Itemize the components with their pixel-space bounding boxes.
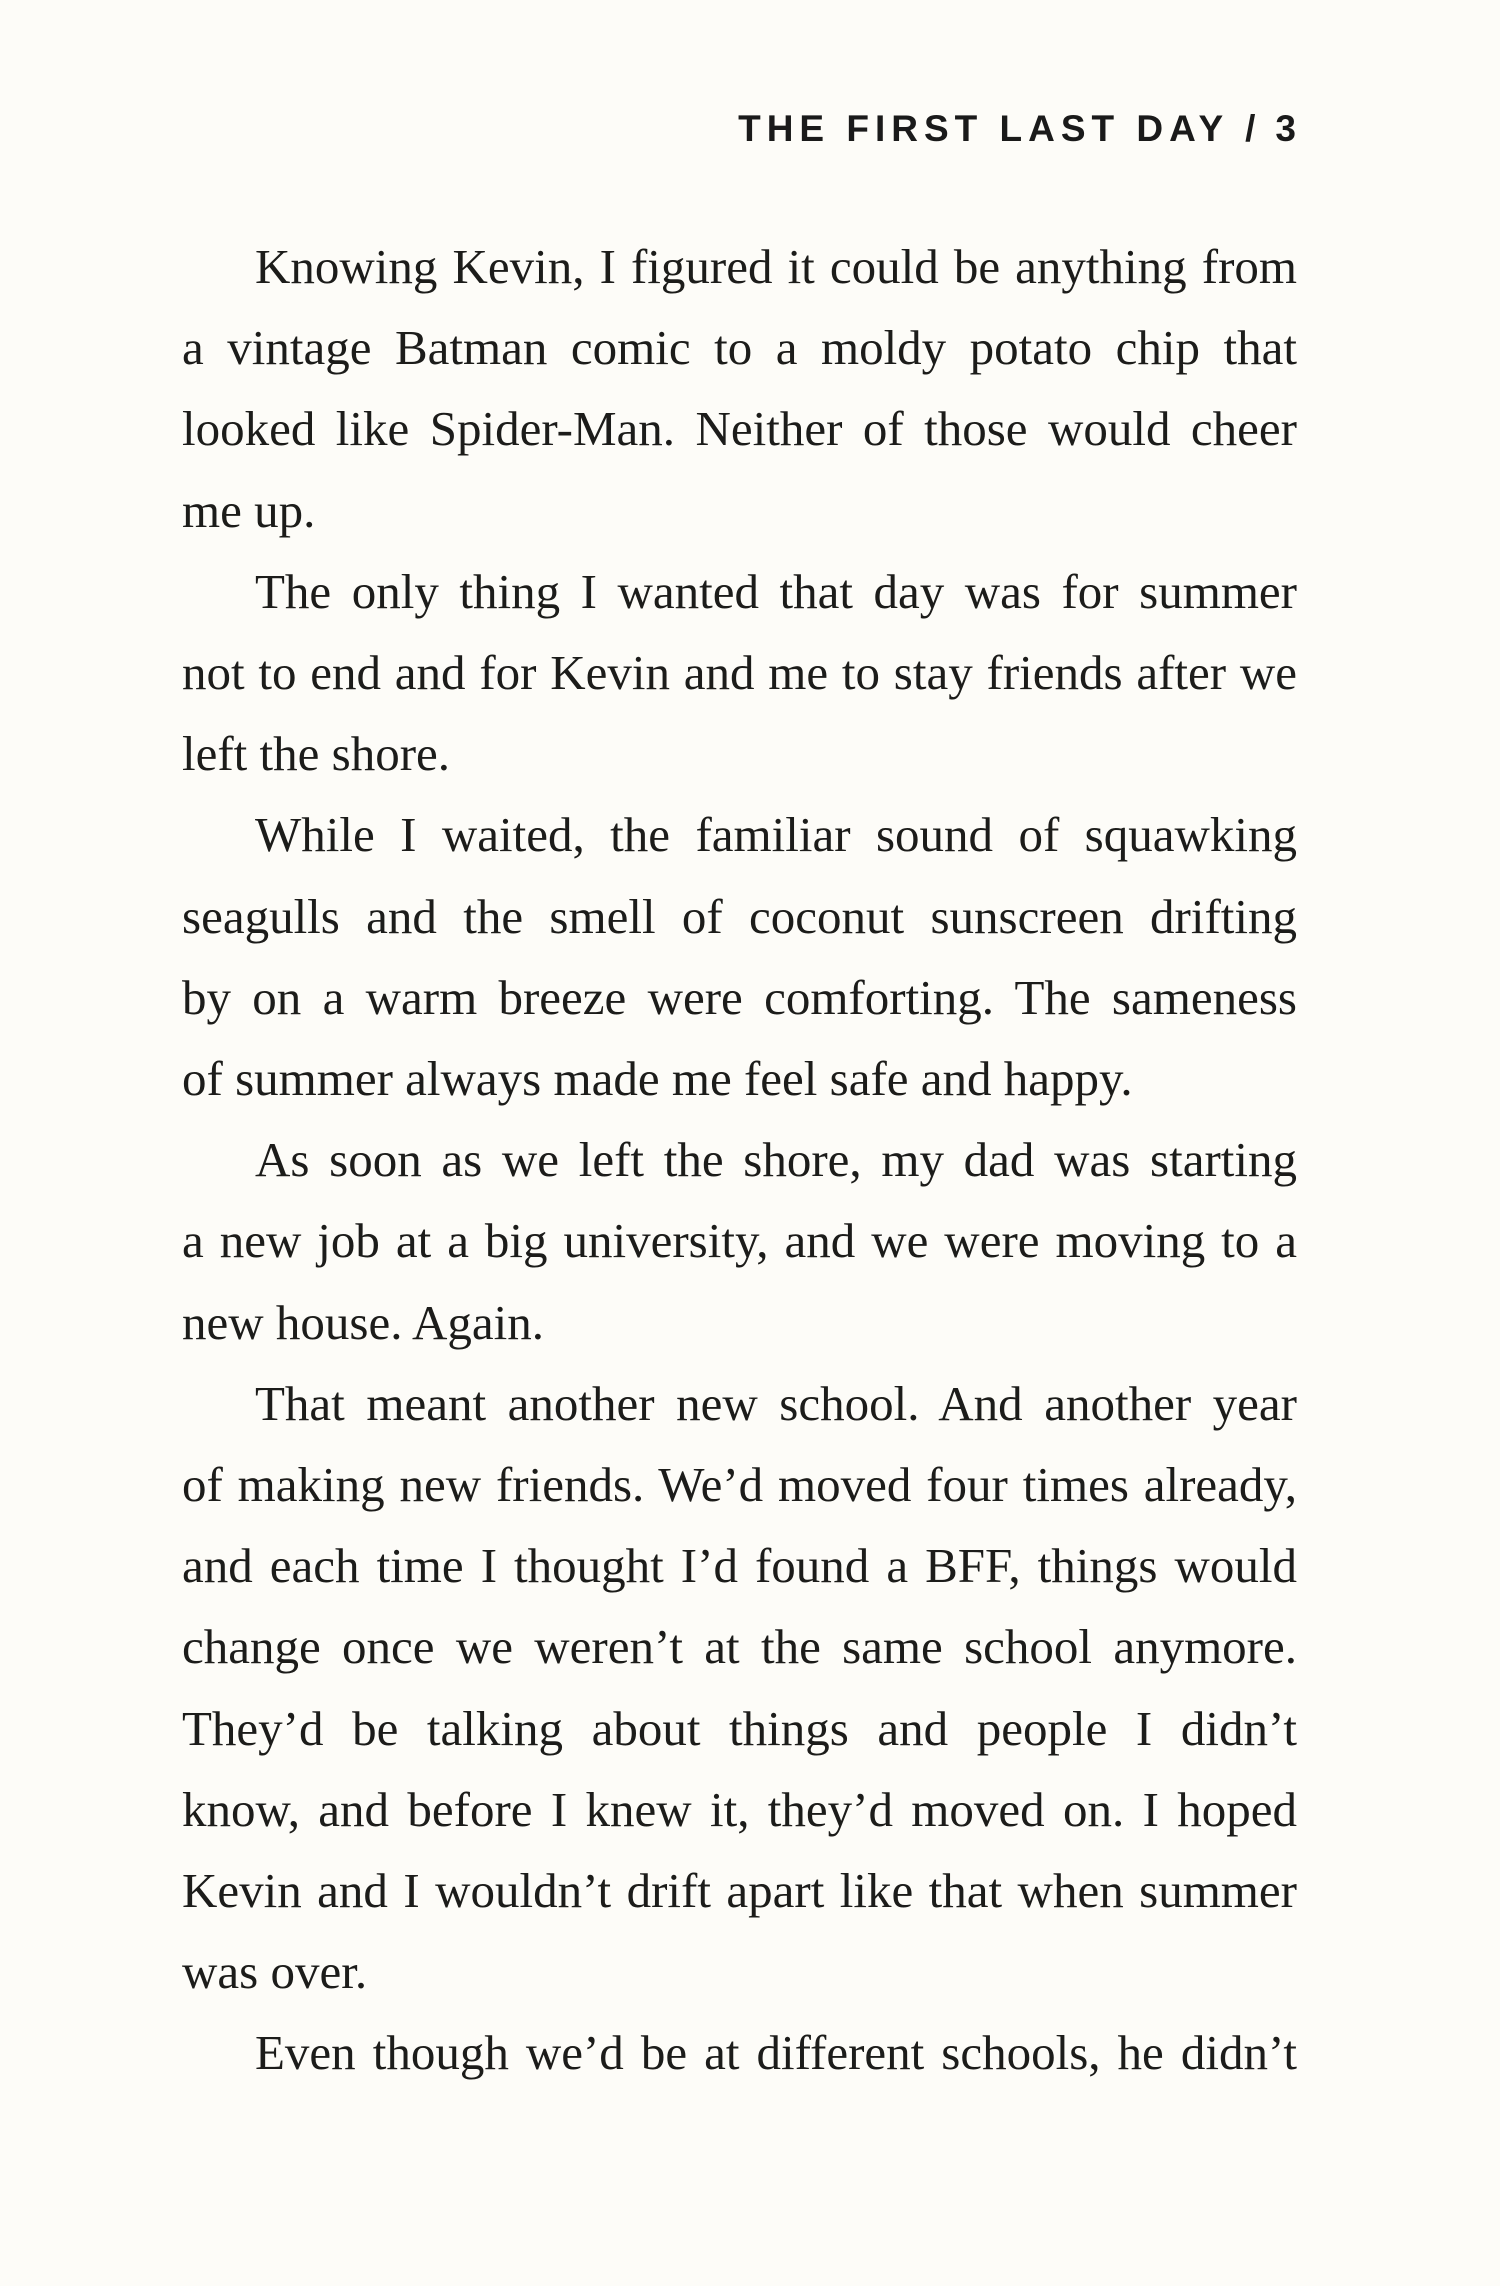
text-line: new house. Again. [182, 1294, 544, 1350]
text-line: They’d be talking about things and people I didn’t [182, 1700, 1297, 1756]
text-line: was over. [182, 1944, 368, 2000]
paragraph [182, 2012, 1297, 2093]
book-title: THE FIRST LAST DAY [738, 108, 1230, 149]
text-line: looked like Spider-Man. Neither of those would cheer [182, 401, 1297, 457]
text-line: Even though we’d be at different schools, he didn’t [255, 2025, 1297, 2081]
text-line: not to end and for Kevin and me to stay friends after we [182, 645, 1297, 701]
paragraph [182, 794, 1297, 1119]
text-line: Knowing Kevin, I figured it could be anything from [255, 239, 1297, 294]
text-line: While I waited, the familiar sound of squawking [255, 807, 1297, 863]
text-line: That meant another new school. And another year [255, 1375, 1297, 1431]
text-line: seagulls and the smell of coconut sunscreen drifting [182, 888, 1297, 944]
text-line: me up. [182, 482, 316, 538]
header-separator: / [1245, 108, 1262, 149]
text-line: left the shore. [182, 726, 451, 782]
body-text [182, 226, 1297, 2094]
text-line: a new job at a big university, and we were moving to a [182, 1213, 1297, 1269]
text-line: of making new friends. We’d moved four times already, [182, 1457, 1297, 1513]
text-line: of summer always made me feel safe and happy. [182, 1051, 1133, 1107]
text-line: by on a warm breeze were comforting. The sameness [182, 969, 1297, 1025]
text-line: change once we weren’t at the same school anymore. [182, 1619, 1297, 1675]
paragraph [182, 1363, 1297, 2013]
text-line: The only thing I wanted that day was for summer [255, 563, 1297, 619]
running-header [738, 108, 1302, 150]
text-line: and each time I thought I’d found a BFF, things would [182, 1538, 1297, 1594]
text-line: a vintage Batman comic to a moldy potato chip that [182, 320, 1297, 376]
page-number: 3 [1275, 108, 1302, 149]
paragraph [182, 226, 1297, 551]
paragraph [182, 1119, 1297, 1363]
text-line: know, and before I knew it, they’d moved on. I hoped [182, 1781, 1297, 1837]
text-line: Kevin and I wouldn’t drift apart like that when summer [182, 1863, 1297, 1919]
text-line: As soon as we left the shore, my dad was starting [255, 1132, 1297, 1188]
paragraph [182, 551, 1297, 795]
